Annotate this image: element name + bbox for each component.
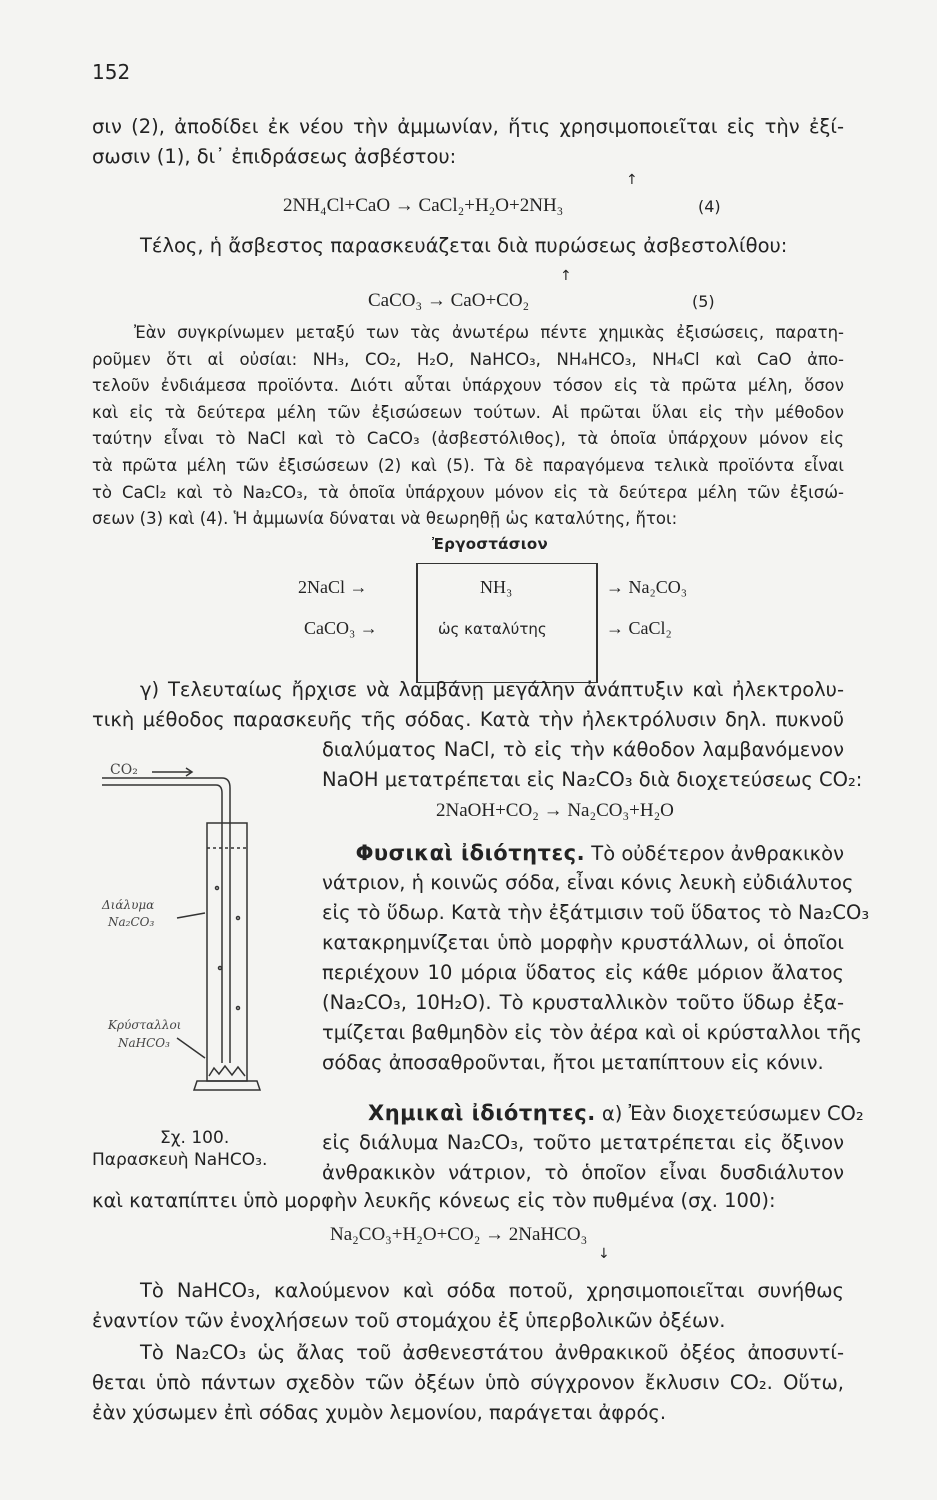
- crystals-label: Κρύσταλλοι: [108, 1018, 182, 1032]
- co2-label: CO₂: [110, 762, 138, 778]
- bubble: [237, 1007, 240, 1010]
- equation-5: CaCO₃ → CaO+CO₂: [368, 290, 530, 311]
- figure-caption: Παρασκευὴ NaHCO₃.: [92, 1150, 268, 1170]
- equation-final: Na₂CO₃+H₂O+CO₂ → 2NaHCO₃: [330, 1224, 588, 1245]
- paragraph-2: [92, 231, 844, 261]
- pointer-line: [177, 1038, 205, 1058]
- right-column-line: NaOH μετατρέπεται εἰς Na₂CO₃ διὰ διοχετεύσεως CO₂:: [322, 768, 863, 791]
- equation-naoh: 2NaOH+CO₂ → Na₂CO₃+H₂O: [436, 800, 674, 821]
- solution-label: Na₂CO₃: [108, 915, 155, 929]
- right-column-line: σόδας ἀποσαθροῦνται, ἤτοι μεταπίπτουν εἰς κόνιν.: [322, 1051, 824, 1074]
- page-number: 152: [92, 60, 131, 84]
- text-line: Τέλος, ἡ ἄσβεστος παρασκευάζεται διὰ πυρώσεως ἀσβεστολίθου:: [140, 234, 788, 257]
- cylinder: [207, 823, 247, 1081]
- right-column-line: ἀνθρακικὸν νάτριον, τὸ ὁποῖον εἶναι δυσδιάλυτον: [322, 1161, 844, 1184]
- text-line: ταύτην εἶναι τὸ NaCl καὶ τὸ CaCO₃ (ἀσβεστόλιθος), τὰ ὁποῖα ὑπάρχουν μόνον εἰς: [92, 429, 844, 449]
- text-line: θεται ὑπὸ πάντων σχεδὸν τῶν ὀξέων ὑπὸ σύγχρονον ἔκλυσιν CO₂. Οὕτω,: [92, 1371, 844, 1394]
- output-na2co3: → Na₂CO₃: [606, 577, 688, 597]
- right-column-line: εἰς τὸ ὕδωρ. Κατὰ τὴν ἐξάτμισιν τοῦ ὕδατος τὸ Na₂CO₃: [322, 901, 870, 924]
- gas-arrow: ↑: [626, 172, 638, 188]
- right-column-line: (Na₂CO₃, 10H₂O). Τὸ κρυσταλλικὸν τοῦτο ὕδωρ ἐξα-: [322, 991, 844, 1014]
- right-column-line: κατακρημνίζεται ὑπὸ μορφὴν κρυστάλλων, οἱ ὁποῖοι: [322, 931, 844, 954]
- bubble: [219, 967, 222, 970]
- chemical-full-line: καὶ καταπίπτει ὑπὸ μορφὴν λευκῆς κόνεως εἰς τὸν πυθμένα (σχ. 100):: [92, 1189, 776, 1212]
- text-line: σιν (2), ἀποδίδει ἐκ νέου τὴν ἀμμωνίαν, ἥτις χρησιμοποιεῖται εἰς τὴν ἐξί-: [92, 115, 844, 138]
- gas-arrow: ↑: [560, 268, 572, 284]
- precipitate-arrow: ↓: [598, 1246, 610, 1262]
- physical-heading: Φυσικαὶ ἰδιότητες.: [355, 841, 586, 865]
- bubble: [216, 887, 219, 890]
- pointer-line: [177, 913, 205, 918]
- text-line: τελοῦν ἐνδιάμεσα προϊόντα. Διότι αὗται ὑπάρχουν τόσον εἰς τὰ πρῶτα μέλη, ὅσον: [92, 376, 844, 396]
- text-line: σεων (3) καὶ (4). Ἡ ἀμμωνία δύναται νὰ θεωρηθῇ ὡς καταλύτης, ἤτοι:: [92, 509, 678, 529]
- text-line: ροῦμεν ὅτι αἱ οὐσίαι: NH₃, CO₂, H₂O, NaHCO₃, NH₄HCO₃, NH₄Cl καὶ CaO ἀπο-: [92, 349, 844, 369]
- text-line: γ) Τελευταίως ἤρχισε νὰ λαμβάνῃ μεγάλην ἀνάπτυξιν καὶ ἠλεκτρολυ-: [140, 678, 844, 701]
- catalyst-nh3: NH₃: [480, 577, 513, 597]
- text-line: τὸ CaCl₂ καὶ τὸ Na₂CO₃, τὰ ὁποῖα ὑπάρχουν μόνον εἰς τὰ δεύτερα μέλη τῶν ἐξισώ-: [92, 482, 844, 502]
- paragraph-4: [92, 675, 844, 735]
- equation-number: (4): [698, 197, 721, 216]
- text-line: ἐὰν χύσωμεν ἐπὶ σόδας χυμὸν λεμονίου, παράγεται ἀφρός.: [92, 1401, 667, 1424]
- solution-label: Διάλυμα: [102, 898, 155, 912]
- right-column-line: περιέχουν 10 μόρια ὕδατος εἰς κάθε μόριον ἄλατος: [322, 961, 844, 984]
- equation-4: 2NH₄Cl+CaO → CaCl₂+H₂O+2NH₃: [283, 195, 564, 216]
- factory-title: Ἐργοστάσιον: [432, 535, 549, 553]
- text-line: καὶ εἰς τὰ δεύτερα μέλη τῶν ἐξισώσεων τούτων. Αἱ πρῶται ὕλαι εἰς τὴν μέθοδον: [92, 402, 844, 422]
- text-line: τικὴ μέθοδος παρασκευῆς τῆς σόδας. Κατὰ τὴν ἠλεκτρόλυσιν δηλ. πυκνοῦ: [92, 708, 844, 731]
- text-line: Τὸ Na₂CO₃ ὡς ἄλας τοῦ ἀσθενεστάτου ἀνθρακικοῦ ὀξέος ἀποσυντί-: [140, 1341, 844, 1364]
- chemical-heading-line: Χημικαὶ ἰδιότητες. α) Ἐὰν διοχετεύσωμεν CO₂: [368, 1101, 864, 1125]
- text-line: ἐναντίον τῶν ἐνοχλήσεων τοῦ στομάχου ἐξ ὑπερβολικῶν ὀξέων.: [92, 1309, 726, 1332]
- right-column-line: διαλύματος NaCl, τὸ εἰς τὴν κάθοδον λαμβανόμενον: [322, 738, 844, 761]
- figure-caption: Σχ. 100.: [160, 1128, 230, 1148]
- equation-number: (5): [692, 292, 715, 311]
- crystals-label: NaHCO₃: [118, 1036, 170, 1050]
- right-column-line: τμίζεται βαθμηδὸν εἰς τὸν ἀέρα καὶ οἱ κρύσταλλοι τῆς: [322, 1021, 862, 1044]
- right-column-line: νάτριον, ἡ κοινῶς σόδα, εἶναι κόνις λευκὴ εὐδιάλυτος: [322, 871, 854, 894]
- right-column-line: εἰς διάλυμα Na₂CO₃, τοῦτο μετατρέπεται εἰς ὄξινον: [322, 1131, 844, 1154]
- co2-tube: [216, 785, 222, 1063]
- text-line: Ἐὰν συγκρίνωμεν μεταξύ των τὰς ἀνωτέρω πέντε χημικὰς ἐξισώσεις, παρατη-: [134, 323, 844, 342]
- paragraph-3: [92, 320, 844, 533]
- paragraph-6: [92, 1338, 844, 1428]
- physical-heading-line: Φυσικαὶ ἰδιότητες. Τὸ οὐδέτερον ἀνθρακικὸν: [355, 841, 844, 865]
- output-cacl2: → CaCl₂: [606, 618, 672, 638]
- crystals: [209, 1066, 245, 1076]
- paragraph-5: [92, 1276, 844, 1336]
- input-nacl: 2NaCl →: [298, 577, 368, 597]
- cylinder-base: [194, 1081, 260, 1090]
- text-line: τὰ πρῶτα μέλη τῶν ἐξισώσεων (2) καὶ (5). Τὰ δὲ παραγόμενα τελικὰ προϊόντα εἶναι: [92, 455, 844, 475]
- bubble: [237, 917, 240, 920]
- chemical-heading: Χημικαὶ ἰδιότητες.: [368, 1101, 596, 1125]
- input-caco3: CaCO₃ →: [304, 618, 378, 638]
- catalyst-label: ὡς καταλύτης: [438, 620, 547, 638]
- paragraph-1: [92, 112, 844, 172]
- text-line: Τὸ NaHCO₃, καλούμενον καὶ σόδα ποτοῦ, χρησιμοποιεῖται συνήθως: [140, 1279, 844, 1302]
- text-line: σωσιν (1), δι᾽ ἐπιδράσεως ἀσβέστου:: [92, 145, 457, 168]
- co2-tube: [222, 778, 230, 1063]
